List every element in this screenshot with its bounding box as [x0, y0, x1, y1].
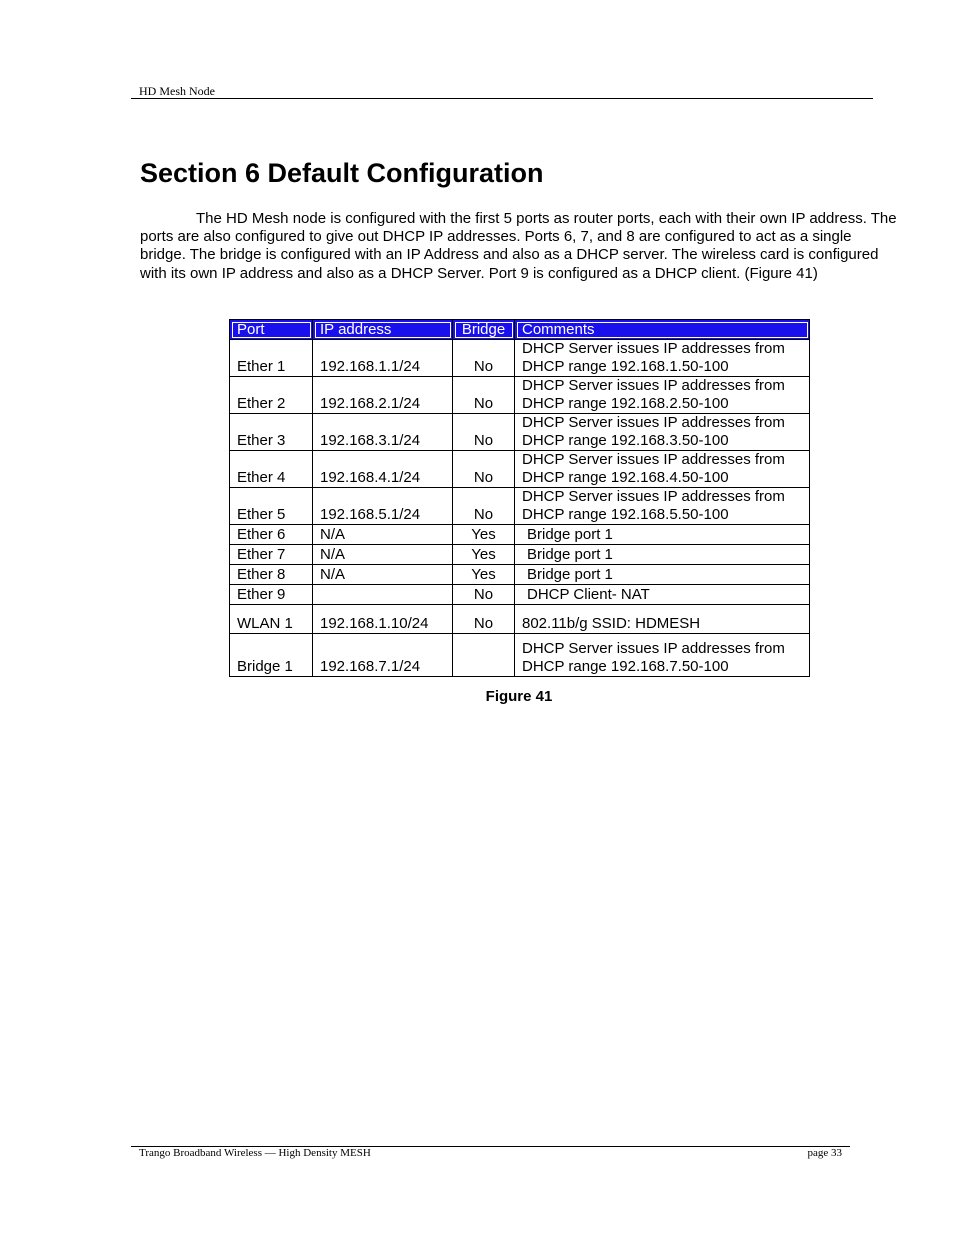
- bridge-cell: No: [453, 377, 515, 414]
- comment-cell: Bridge port 1: [515, 525, 810, 545]
- column-header-bridge: Bridge: [453, 320, 515, 340]
- bridge-cell: Yes: [453, 545, 515, 565]
- column-header-port: Port: [230, 320, 313, 340]
- table-header-row: [230, 320, 810, 340]
- intro-paragraph: The HD Mesh node is configured with the first 5 ports as router ports, each with their own IP address. The ports are also configured to give out DHCP IP addresses. Ports 6, 7, and 8 are configured to act as a single bridge. The bridge is configured with an IP Address and also as a DHCP server. The wireless card is configured with its own IP address and also as a DHCP Server. Port 9 is configured as a DHCP client. (Figure 41): [140, 210, 897, 282]
- port-cell: Ether 3: [230, 414, 313, 451]
- ip-cell: N/A: [313, 545, 453, 565]
- table-row: [230, 605, 810, 634]
- comment-cell: DHCP Client- NAT: [515, 585, 810, 605]
- comment-cell: DHCP Server issues IP addresses from DHCP range 192.168.2.50-100: [515, 377, 810, 414]
- table-row: [230, 634, 810, 677]
- port-cell: Ether 2: [230, 377, 313, 414]
- ip-cell: 192.168.3.1/24: [313, 414, 453, 451]
- table-row: [230, 545, 810, 565]
- table-row: [230, 525, 810, 545]
- port-cell: Ether 6: [230, 525, 313, 545]
- ip-cell: N/A: [313, 525, 453, 545]
- section-title: Section 6 Default Configuration: [140, 158, 544, 188]
- footer-document-title: Trango Broadband Wireless — High Density MESH: [139, 1147, 371, 1159]
- port-cell: Ether 7: [230, 545, 313, 565]
- comment-cell: DHCP Server issues IP addresses from DHCP range 192.168.4.50-100: [515, 451, 810, 488]
- running-header: HD Mesh Node: [139, 84, 215, 98]
- ip-cell: 192.168.7.1/24: [313, 634, 453, 677]
- bridge-cell: No: [453, 340, 515, 377]
- port-cell: Ether 1: [230, 340, 313, 377]
- figure-caption: Figure 41: [485, 688, 553, 705]
- ip-cell: 192.168.1.10/24: [313, 605, 453, 634]
- bridge-cell: No: [453, 414, 515, 451]
- bridge-cell: [453, 634, 515, 677]
- comment-cell: DHCP Server issues IP addresses from DHCP range 192.168.3.50-100: [515, 414, 810, 451]
- bridge-cell: No: [453, 605, 515, 634]
- table-row: [230, 488, 810, 525]
- bridge-cell: No: [453, 585, 515, 605]
- comment-cell: DHCP Server issues IP addresses from DHCP range 192.168.7.50-100: [515, 634, 810, 677]
- table-row: [230, 340, 810, 377]
- ip-cell: 192.168.2.1/24: [313, 377, 453, 414]
- port-cell: Bridge 1: [230, 634, 313, 677]
- table-row: [230, 451, 810, 488]
- port-cell: Ether 9: [230, 585, 313, 605]
- comment-cell: DHCP Server issues IP addresses from DHCP range 192.168.5.50-100: [515, 488, 810, 525]
- bridge-cell: No: [453, 488, 515, 525]
- column-header-comments: Comments: [515, 320, 810, 340]
- bridge-cell: No: [453, 451, 515, 488]
- comment-cell: Bridge port 1: [515, 545, 810, 565]
- comment-cell: 802.11b/g SSID: HDMESH: [515, 605, 810, 634]
- ip-cell: [313, 585, 453, 605]
- table-row: [230, 565, 810, 585]
- ip-cell: 192.168.4.1/24: [313, 451, 453, 488]
- ip-cell: N/A: [313, 565, 453, 585]
- table-row: [230, 377, 810, 414]
- ip-cell: 192.168.1.1/24: [313, 340, 453, 377]
- footer-page-number: page 33: [807, 1147, 842, 1159]
- bridge-cell: Yes: [453, 525, 515, 545]
- ip-cell: 192.168.5.1/24: [313, 488, 453, 525]
- table-row: [230, 585, 810, 605]
- comment-cell: Bridge port 1: [515, 565, 810, 585]
- port-cell: Ether 4: [230, 451, 313, 488]
- default-configuration-table: [229, 319, 810, 677]
- port-cell: WLAN 1: [230, 605, 313, 634]
- port-cell: Ether 8: [230, 565, 313, 585]
- header-rule: [131, 98, 873, 99]
- column-header-ip-address: IP address: [313, 320, 453, 340]
- comment-cell: DHCP Server issues IP addresses from DHCP range 192.168.1.50-100: [515, 340, 810, 377]
- bridge-cell: Yes: [453, 565, 515, 585]
- table-row: [230, 414, 810, 451]
- port-cell: Ether 5: [230, 488, 313, 525]
